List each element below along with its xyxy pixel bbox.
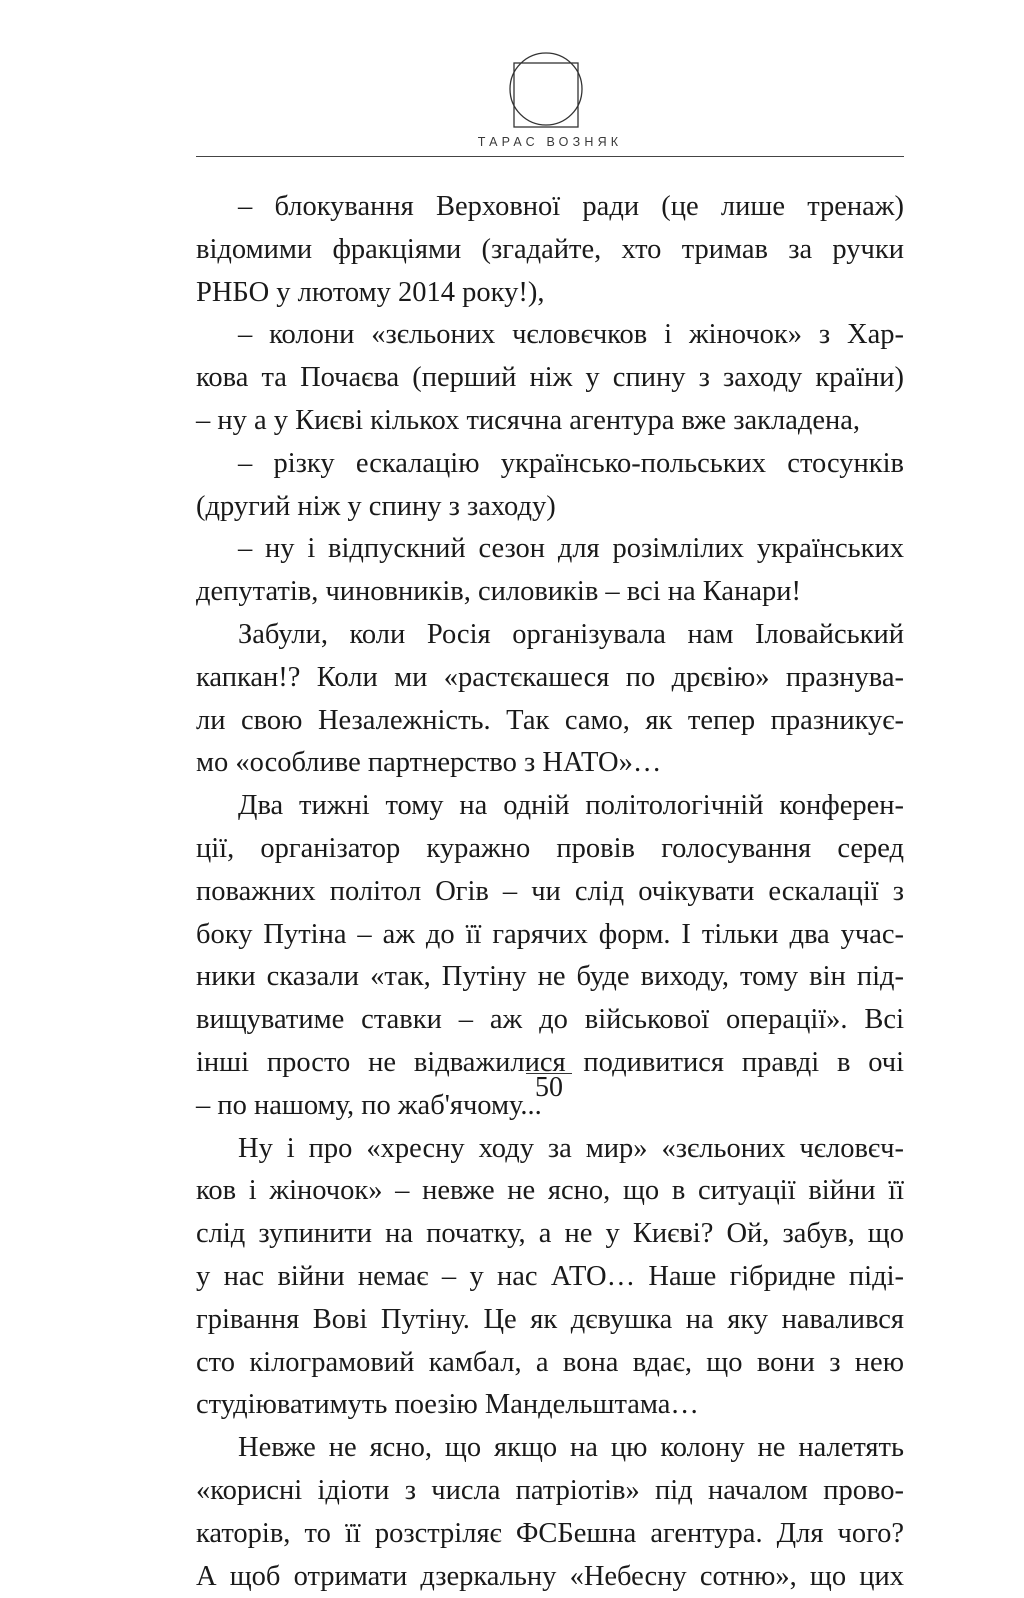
text-line: грівання Вові Путіну. Це як дєвушка на яку навалився xyxy=(196,1299,904,1342)
text-line: поважних політол Огів – чи слід очікувати ескалації з xyxy=(196,871,904,914)
running-head: ТАРАС ВОЗНЯК xyxy=(196,135,904,149)
text-line: відомими фракціями (згадайте, хто тримав за ручки xyxy=(196,229,904,272)
text-line: – різку ескалацію українсько-польських стосунків xyxy=(196,443,904,486)
text-line: інші просто не відважилися подивитися правді в очі xyxy=(196,1042,904,1085)
text-line: депутатів, чиновників, силовиків – всі на Канари! xyxy=(196,571,904,614)
text-line: – по нашому, по жаб'ячому... xyxy=(196,1085,904,1128)
header-rule xyxy=(196,156,904,157)
text-line: мо «особливе партнерство з НАТО»… xyxy=(196,742,904,785)
text-line: – ну і відпускний сезон для розімлілих українських xyxy=(196,528,904,571)
text-line: ції, організатор куражно провів голосування серед xyxy=(196,828,904,871)
text-line: Забули, коли Росія організувала нам Іловайський xyxy=(196,614,904,657)
text-line: – колони «зєльоних чєловєчков і жіночок» з Хар- xyxy=(196,314,904,357)
text-line: – ну а у Києві кількох тисячна агентура вже закладена, xyxy=(196,400,904,443)
text-line: слід зупинити на початку, а не у Києві? Ой, забув, що xyxy=(196,1213,904,1256)
text-line: капкан!? Коли ми «растєкашеся по дрєвію» празнува- xyxy=(196,657,904,700)
text-line: у нас війни немає – у нас АТО… Наше гібридне піді- xyxy=(196,1256,904,1299)
text-line: РНБО у лютому 2014 року!), xyxy=(196,272,904,315)
text-line: боку Путіна – аж до її гарячих форм. І тільки два учас- xyxy=(196,914,904,957)
text-line: студіюватимуть поезію Мандельштама… xyxy=(196,1384,904,1427)
text-line: Невже не ясно, що якщо на цю колону не налетять xyxy=(196,1427,904,1470)
text-line: вищуватиме ставки – аж до військової операції». Всі xyxy=(196,999,904,1042)
text-line: Ну і про «хресну ходу за мир» «зєльоних чєловєч- xyxy=(196,1128,904,1171)
text-line: каторів, то її розстріляє ФСБешна агентура. Для чого? xyxy=(196,1513,904,1556)
text-line: – блокування Верховної ради (це лише тренаж) xyxy=(196,186,904,229)
text-line: (другий ніж у спину з заходу) xyxy=(196,486,904,529)
text-line: «корисні ідіоти з числа патріотів» під началом прово- xyxy=(196,1470,904,1513)
text-line: А щоб отримати дзеркальну «Небесну сотню», що цих xyxy=(196,1556,904,1598)
text-line: сто кілограмовий камбал, а вона вдає, що вони з нею xyxy=(196,1342,904,1385)
circle-square-emblem-icon xyxy=(508,46,584,132)
text-line: Два тижні тому на одній політологічній конферен- xyxy=(196,785,904,828)
text-line: ков і жіночок» – невже не ясно, що в ситуації війни її xyxy=(196,1170,904,1213)
text-line: кова та Почаєва (перший ніж у спину з заходу країни) xyxy=(196,357,904,400)
page-number: 50 xyxy=(496,1070,602,1106)
body-text xyxy=(196,186,904,1598)
text-line: ли свою Незалежність. Так само, як тепер празникує- xyxy=(196,700,904,743)
text-line: ники сказали «так, Путіну не буде виходу, тому він під- xyxy=(196,956,904,999)
